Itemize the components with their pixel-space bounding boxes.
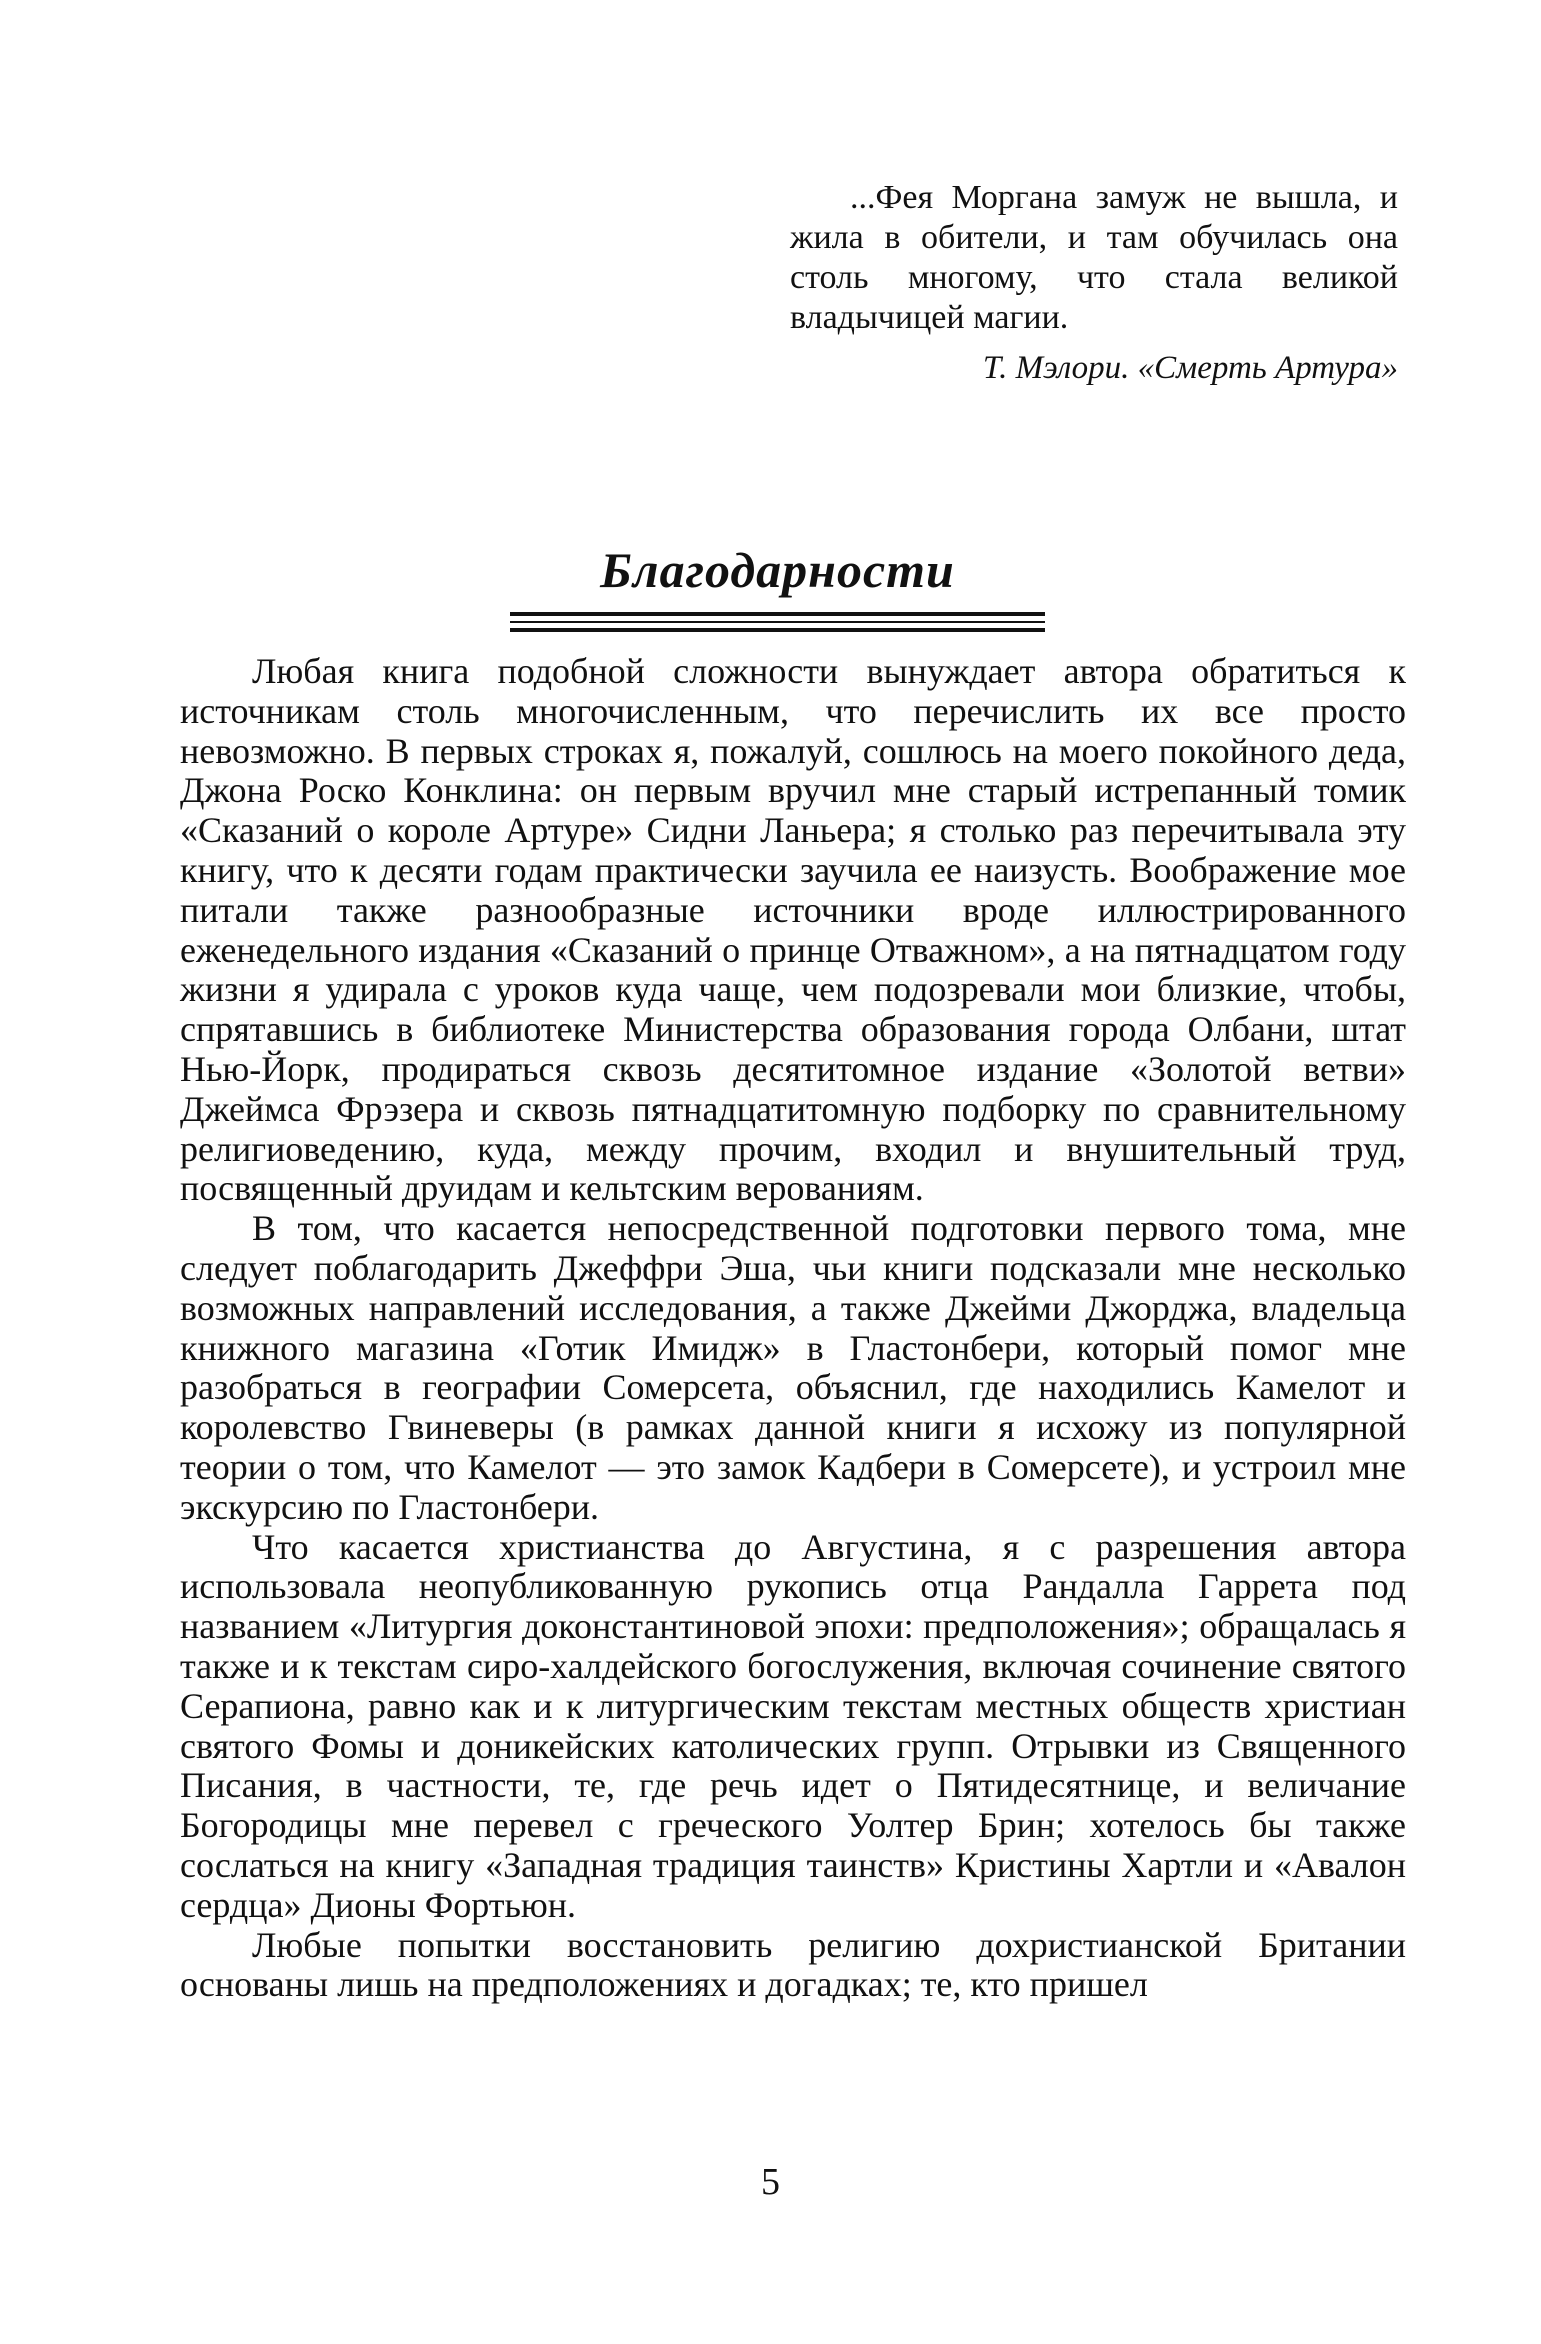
page-number: 5 (761, 2161, 780, 2203)
epigraph (790, 178, 1398, 388)
body-text (180, 652, 1406, 2005)
paragraph: Что касается христианства до Августина, я с разрешения автора использовала неопубликованную рукопись отца Рандалла Гаррета под названием «Литургия доконстантиновой эпохи: предположения»; обращалась я также и к текстам сиро-халдейского богослужения, включая сочинение святого Серапиона, равно как и к литургическим текстам местных обществ христиан святого Фомы и доникейских католических групп. Отрывки из Священного Писания, в частности, те, где речь идет о Пятидесятнице, и величание Богородицы мне перевел с греческого Уолтер Брин; хотелось бы также сослаться на книгу «Западная традиция таинств» Кристины Хартли и «Авалон сердца» Дионы Фортьюн. (180, 1526, 1406, 1925)
paragraph: В том, что касается непосредственной подготовки первого тома, мне следует поблагодарить Джеффри Эша, чьи книги подсказали мне несколько возможных направлений исследования, а также Джейми Джорджа, владельца книжного магазина «Готик Имидж» в Гластонбери, который помог мне разобраться в географии Сомерсета, объяснил, где находились Камелот и королевство Гвиневеры (в рамках данной книги я исхожу из популярной теории о том, что Камелот — это замок Кадбери в Сомерсете), и устроил мне экскурсию по Гластонбери. (180, 1208, 1406, 1527)
epigraph-text: ...Фея Моргана замуж не вышла, и жила в обители, и там обучилась она столь многому, что стала великой владычицей магии. (790, 179, 1398, 336)
heading-rule-bottom (510, 628, 1045, 632)
section-heading: Благодарности (600, 542, 955, 598)
paragraph: Любая книга подобной сложности вынуждает автора обратиться к источникам столь многочисленным, что перечислить их все просто невозможно. В первых строках я, пожалуй, сошлюсь на моего покойного деда, Джона Роско Конклина: он первым вручил мне старый истрепанный томик «Сказаний о короле Артуре» Сидни Ланьера; я столько раз перечитывала эту книгу, что к десяти годам практически заучила ее наизусть. Воображение мое питали также разнообразные источники вроде иллюстрированного еженедельного издания «Сказаний о принце Отважном», а на пятнадцатом году жизни я удирала с уроков куда чаще, чем подозревали мои близкие, чтобы, спрятавшись в библиотеке Министерства образования города Олбани, штат Нью-Йорк, продираться сквозь десятитомное издание «Золотой ветви» Джеймса Фрэзера и сквозь пятнадцатитомную подборку по сравнительному религиоведению, куда, между прочим, входил и внушительный труд, посвященный друидам и кельтским верованиям. (180, 651, 1406, 1209)
epigraph-source: Т. Мэлори. «Смерть Артура» (982, 350, 1398, 386)
paragraph: Любые попытки восстановить религию дохристианской Британии основаны лишь на предположениях и догадках; те, кто пришел (180, 1924, 1406, 2005)
heading-rule-middle (510, 621, 1045, 623)
heading-rule-top (510, 612, 1045, 616)
